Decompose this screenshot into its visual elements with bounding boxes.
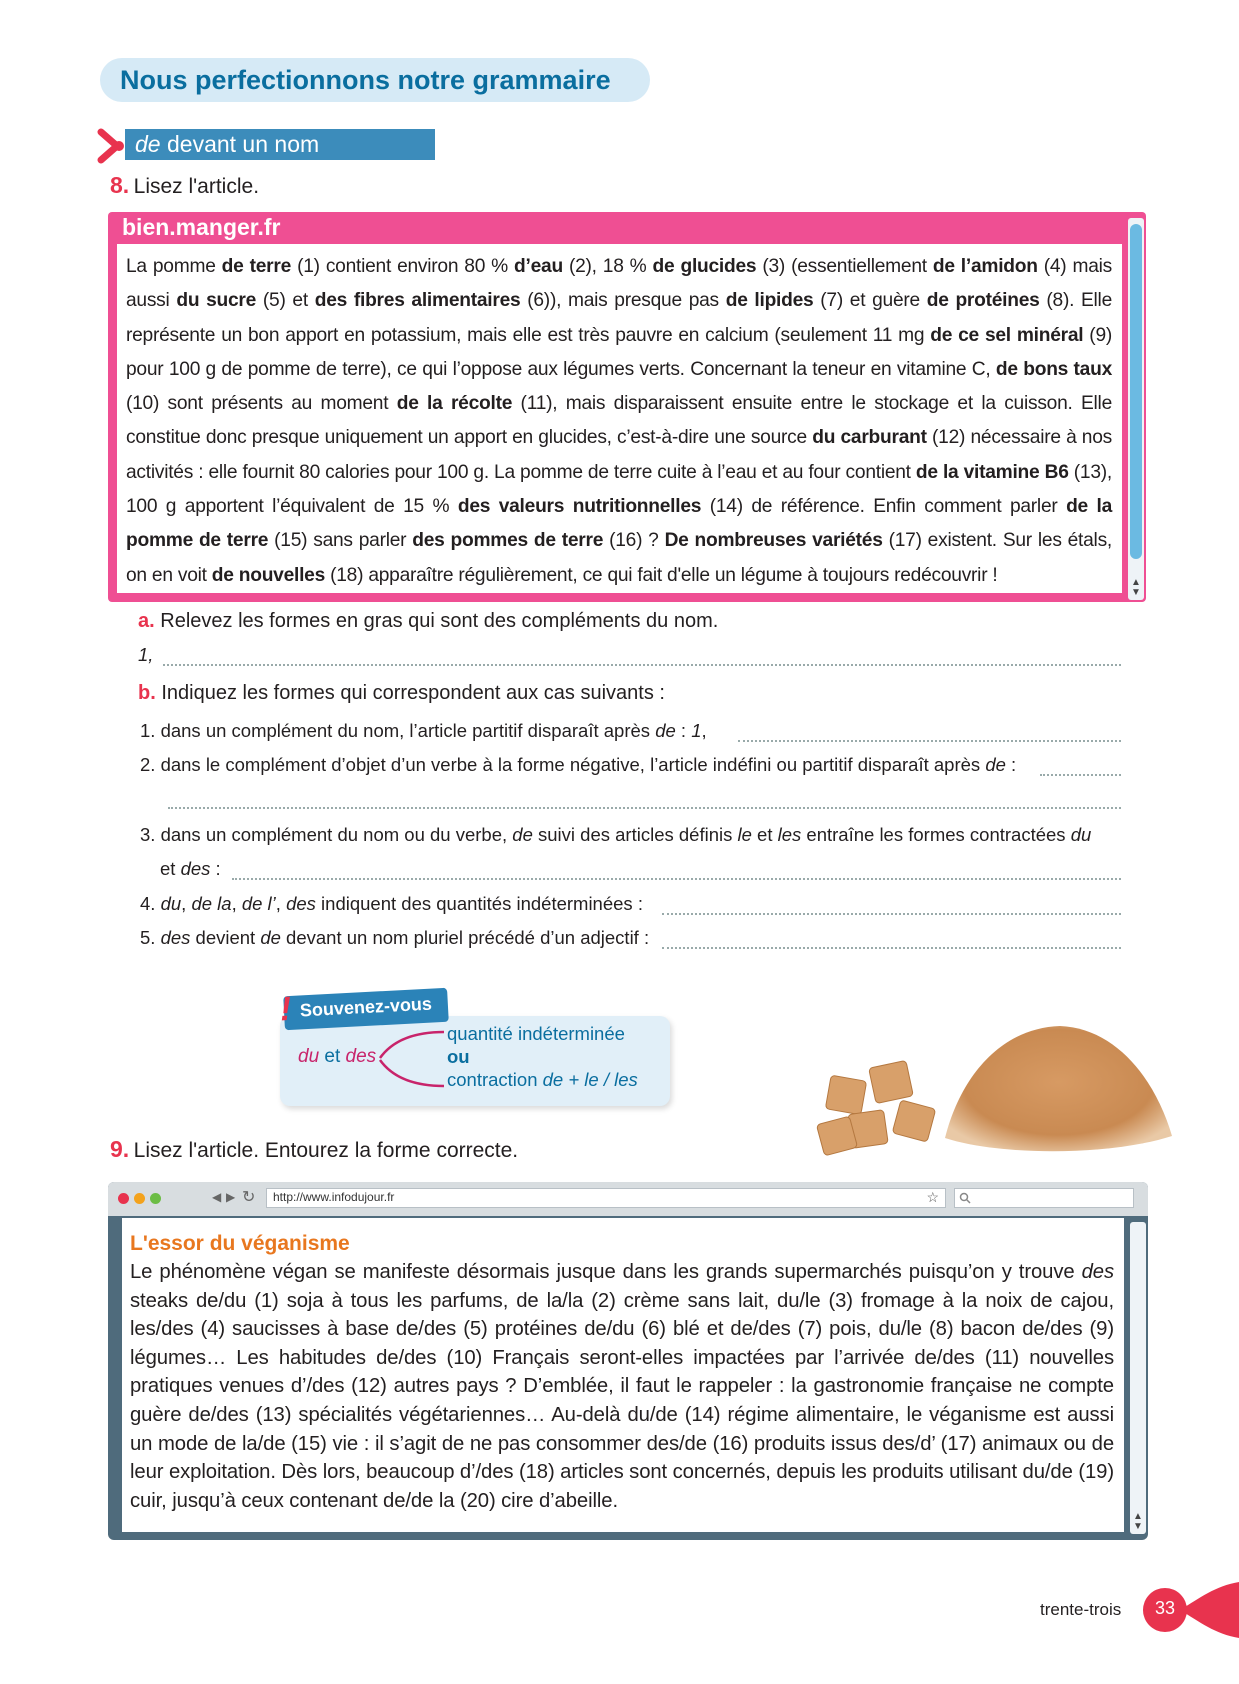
bold-term: de glucides	[652, 256, 757, 277]
browser-content	[122, 1218, 1124, 1532]
exclamation-icon: !	[278, 989, 293, 1029]
text-run: (5) et	[256, 290, 315, 312]
exercise-instruction: Lisez l'article.	[133, 175, 260, 198]
question-a: a. Relevez les formes en gras qui sont des compléments du nom.	[138, 610, 719, 632]
bold-term: de terre	[221, 256, 292, 277]
minimize-dot-icon[interactable]	[134, 1193, 145, 1204]
bold-term: du sucre	[176, 290, 257, 312]
bold-term: d’eau	[514, 256, 563, 277]
scroll-thumb[interactable]	[1130, 224, 1142, 559]
exercise-number: 9.	[110, 1136, 130, 1162]
maximize-dot-icon[interactable]	[150, 1193, 161, 1204]
item-5: 5. des devient de devant un nom pluriel précédé d’un adjectif :	[140, 927, 650, 948]
question-b: b. Indiquez les formes qui correspondent aux cas suivants :	[138, 682, 665, 704]
exercise-instruction: Lisez l'article. Entourez la forme correcte.	[133, 1139, 519, 1162]
article-box	[108, 212, 1146, 602]
item-3: 3. dans un complément du nom ou du verbe, de suivi des articles définis le et les entraîne les formes contractées du	[140, 824, 1092, 845]
search-icon	[959, 1192, 971, 1204]
item-1: 1. dans un complément du nom, l’article partitif disparaît après de : 1,	[140, 720, 707, 741]
reload-icon[interactable]: ↻	[242, 1189, 256, 1206]
text-run: (18) apparaître régulièrement, ce qui fait d'elle un légume à toujours redécouvrir !	[325, 564, 998, 586]
article-headline: L'essor du véganisme	[130, 1232, 350, 1255]
page-title: Nous perfectionnons notre grammaire	[100, 58, 650, 102]
text-run: (9) pour 100 g de pomme de terre), ce qui l’oppose aux légumes verts. Concernant la teneur en vitamine C,	[126, 324, 1113, 380]
item-2: 2. dans le complément d’objet d’un verbe à la forme négative, l’article indéfini ou partitif disparaît après de :	[140, 754, 1017, 775]
bold-term: des pommes de terre	[412, 530, 604, 552]
bold-term: de l’amidon	[932, 256, 1038, 277]
answer-line[interactable]	[662, 945, 1121, 949]
answer-line[interactable]	[738, 738, 1121, 742]
text-run: (8). Elle représente un bon apport en potassium, mais elle est très pauvre en calcium (seulement 11 mg	[126, 290, 1112, 346]
bold-term: de ce sel minéral	[930, 324, 1084, 346]
bold-term: de nouvelles	[211, 564, 326, 586]
item-4: 4. du, de la, de l’, des indiquent des quantités indéterminées :	[140, 893, 643, 914]
bold-term: de la pomme de terre	[126, 496, 1113, 552]
bookmark-star-icon[interactable]: ☆	[926, 1189, 939, 1205]
text-run: (1) contient environ 80 %	[291, 256, 515, 277]
text-run: (10) sont présents au moment	[126, 393, 397, 415]
text-run: (13), 100 g apportent l’équivalent de 15 %	[126, 461, 1112, 518]
reminder-meanings: quantité indéterminée ou contraction de + le / les	[447, 1023, 638, 1090]
answer-line[interactable]	[163, 662, 1121, 666]
scroll-arrows-icon[interactable]: ▲ ▼	[1131, 577, 1141, 598]
text-run: (14) de référence. Enfin comment parler	[701, 496, 1067, 518]
page-number: 33	[1154, 1598, 1176, 1618]
scrollbar[interactable]	[1130, 1222, 1146, 1534]
bold-term: de protéines	[926, 290, 1040, 312]
browser-toolbar	[108, 1182, 1148, 1216]
exercise-9-heading	[110, 1136, 518, 1163]
reminder-tag: ! Souvenez-vous	[283, 988, 449, 1031]
text-run: (6)), mais presque pas	[520, 290, 726, 312]
bold-term: du carburant	[812, 427, 927, 449]
text-run: (11), mais disparaissent ensuite entre le stockage et la cuisson. Elle constitue donc presque uniquement un apport en glucides, c’est-à-dire une source	[126, 393, 1112, 449]
exercise-number: 8.	[110, 172, 130, 198]
section-title: de devant un nom	[125, 129, 435, 160]
bold-term: de bons taux	[995, 358, 1112, 380]
browser-window	[108, 1182, 1148, 1540]
bold-term: de lipides	[725, 290, 814, 312]
bold-term: des fibres alimentaires	[314, 290, 521, 312]
text-run: (7) et guère	[813, 290, 927, 312]
answer-a-start: 1,	[138, 644, 154, 665]
answer-line[interactable]	[1040, 772, 1121, 776]
text-run: (17) existent. Sur les étals, on en voit	[126, 530, 1112, 586]
exercise-8-heading	[110, 172, 259, 199]
text-run: La pomme	[126, 256, 222, 277]
page-word: trente-trois	[1040, 1600, 1122, 1619]
answer-line[interactable]	[168, 805, 1121, 809]
text-run: (4) mais aussi	[126, 256, 1113, 312]
article-text: Le phénomène végan se manifeste désormais jusque dans les grands supermarchés puisqu’on y trouve des steaks de/du (1) soja à tous les parfums, de la/la (2) crème sans lait, du/le (3) fromage à la noix de cajou, les/des (4) saucisses à base de/des (5) protéines de/du (6) blé et de/des (7) pois, du/le (8) bacon de/des (9) légumes… Les habitudes de/des (10) Français seront-elles impactées par l’arrivée de/des (11) nouvelles pratiques venues d’/des (12) autres pays ? D’emblée, il faut le rappeler : la gastronomie française ne compte guère de/des (13) spécialités végétariennes… Au-delà du/de (14) régime alimentaire, le véganisme est aussi un mode de la/de (15) vie : il s’agit de ne pas consommer des/de (16) produits issus des/d’ (17) animaux ou de leur exploitation. Dès lors, beaucoup d’/des (18) articles sont concernés, depuis les produits utilisant du/de (19) cuir, jusqu’à ceux contenant de/de la (20) cire d’abeille.	[130, 1261, 1114, 1512]
article-text	[117, 244, 1122, 593]
forward-icon[interactable]: ▶	[226, 1190, 236, 1204]
text-run: (2), 18 %	[562, 256, 653, 277]
bold-term: des valeurs nutritionnelles	[457, 496, 702, 518]
answer-line[interactable]	[662, 911, 1121, 915]
brown-sugar-image	[810, 1008, 1180, 1160]
scrollbar[interactable]	[1128, 218, 1144, 600]
reminder-words: du et des	[298, 1046, 377, 1067]
bold-term: De nombreuses variétés	[664, 530, 883, 552]
text-run: (3) (essentiellement	[756, 256, 933, 277]
text-run: (15) sans parler	[268, 530, 413, 552]
url-bar[interactable]: http://www.infodujour.fr ☆	[266, 1188, 946, 1208]
brace-icon	[378, 1024, 446, 1094]
back-icon[interactable]: ◀	[212, 1190, 222, 1204]
close-dot-icon[interactable]	[118, 1193, 129, 1204]
answer-line[interactable]	[232, 876, 1121, 880]
bold-term: de la récolte	[396, 393, 513, 415]
scroll-arrows-icon[interactable]: ▲ ▼	[1133, 1511, 1143, 1532]
bold-term: de la vitamine B6	[915, 461, 1069, 483]
text-run: (12) nécessaire à nos activités : elle fournit 80 calories pour 100 g. La pomme de terre cuite à l’eau et au four contient	[126, 427, 1112, 483]
item-3-cont: et des :	[160, 858, 221, 879]
search-input[interactable]	[954, 1188, 1134, 1208]
site-name: bien.manger.fr	[122, 214, 281, 240]
text-run: (16) ?	[603, 530, 665, 552]
